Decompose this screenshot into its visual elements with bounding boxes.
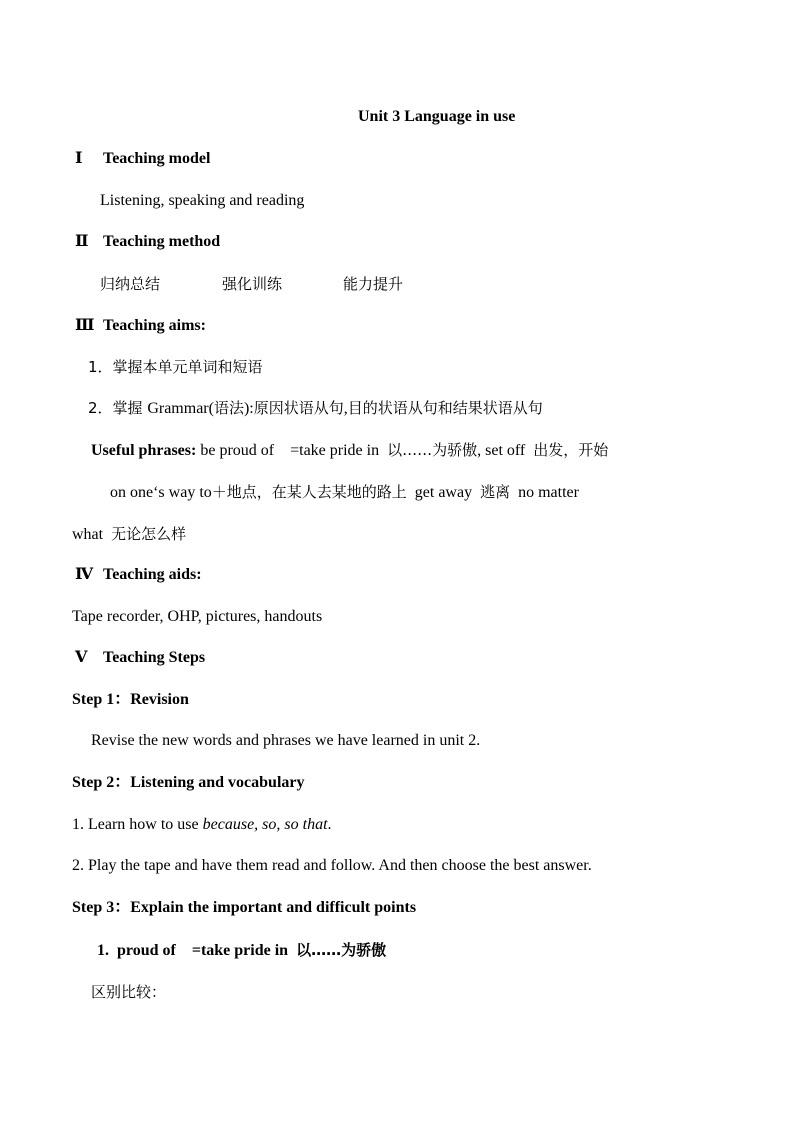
section-teaching-aims — [75, 316, 206, 336]
section-heading: Teaching Steps — [103, 649, 206, 666]
useful-phrases-line-2: on one‘s way to＋地点，在某人去某地的路上 get away 逃离 no matter — [110, 483, 579, 501]
section-number: Ⅰ — [75, 150, 83, 167]
compare-label: 区别比较： — [91, 983, 167, 1001]
section-number: Ⅴ — [75, 649, 88, 666]
section-heading: Teaching method — [103, 233, 221, 250]
teaching-aim-2: 2．掌握 Grammar(语法):原因状语从句,目的状语从句和结果状语从句 — [88, 399, 543, 417]
section-heading: Teaching aims: — [103, 317, 206, 334]
step-2-item-2: 2. Play the tape and have them read and follow. And then choose the best answer. — [72, 857, 592, 874]
teaching-aim-1: 1．掌握本单元单词和短语 — [88, 358, 263, 376]
step-1-text: Revise the new words and phrases we have learned in unit 2. — [91, 732, 481, 749]
section-number: Ⅲ — [75, 317, 95, 334]
step-2-item-1: 1. Learn how to use because, so, so that. — [72, 816, 332, 833]
section-teaching-model — [75, 149, 210, 169]
page-title: Unit 3 Language in use — [358, 108, 516, 125]
section-number: Ⅱ — [75, 233, 89, 250]
teaching-aids-text: Tape recorder, OHP, pictures, handouts — [72, 608, 323, 625]
step-3-point-1: 1. proud of =take pride in 以……为骄傲 — [97, 941, 387, 959]
teaching-method-item: 归纳总结 — [100, 275, 161, 293]
section-teaching-method — [75, 232, 220, 252]
section-heading: Teaching aids: — [103, 566, 202, 583]
teaching-method-item: 能力提升 — [343, 275, 404, 293]
section-teaching-aids — [75, 565, 202, 585]
teaching-model-text: Listening, speaking and reading — [100, 192, 305, 209]
section-heading: Teaching model — [103, 150, 211, 167]
step-3-heading: Step 3：Explain the important and difficult points — [72, 899, 417, 916]
section-teaching-steps — [75, 648, 205, 668]
useful-phrases-line-3: what 无论怎么样 — [72, 525, 187, 543]
step-2-heading: Step 2：Listening and vocabulary — [72, 774, 305, 791]
useful-phrases-label: Useful phrases: — [91, 442, 197, 459]
step-1-heading: Step 1：Revision — [72, 691, 189, 708]
section-number: Ⅳ — [75, 566, 94, 583]
useful-phrases-line-1: Useful phrases: be proud of =take pride in 以……为骄傲, set off 出发，开始 — [91, 441, 609, 459]
teaching-method-item: 强化训练 — [222, 275, 283, 293]
